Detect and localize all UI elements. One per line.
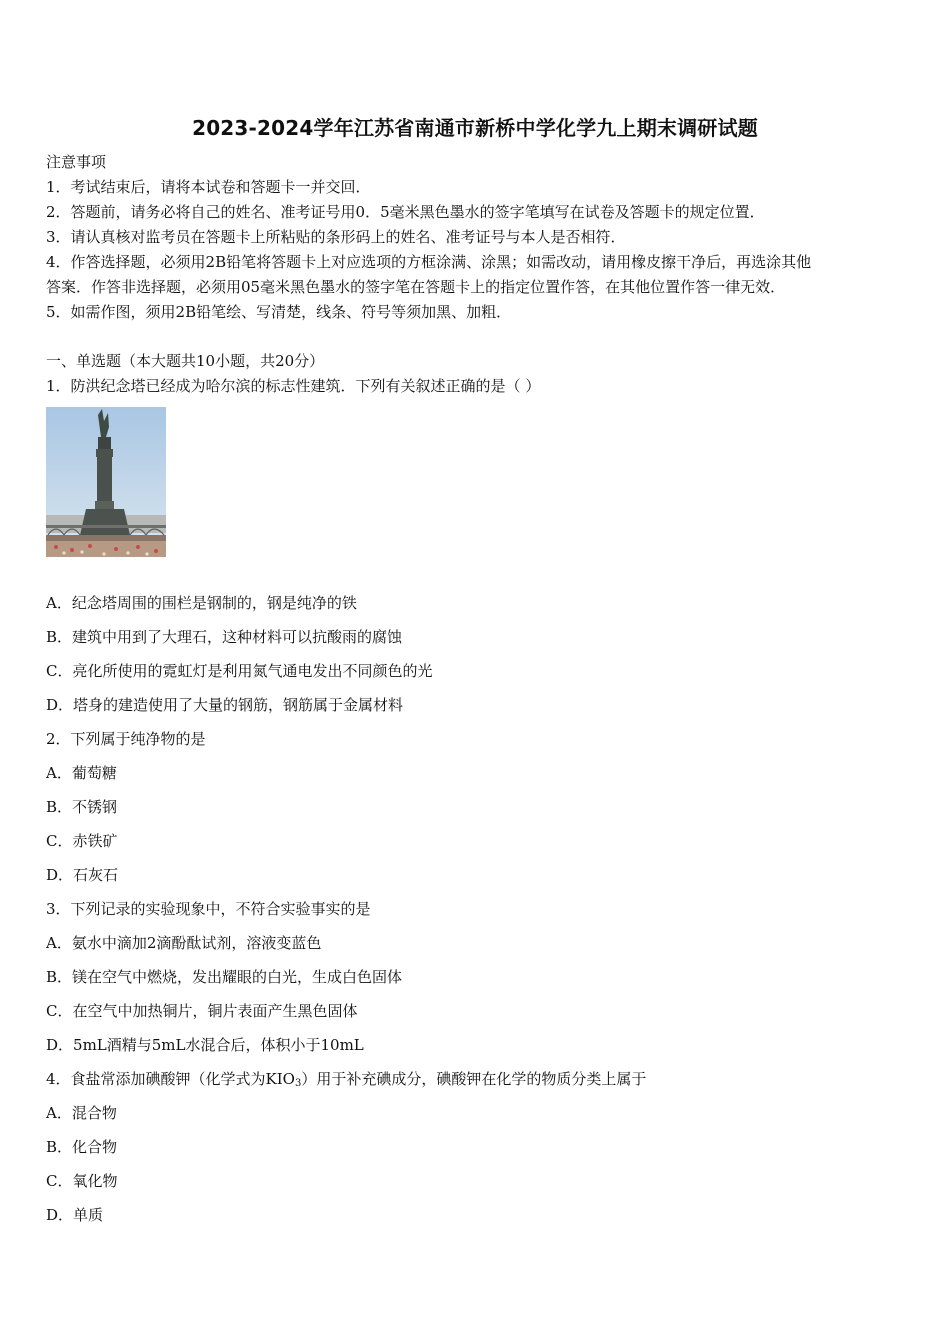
option: D．石灰石 — [46, 866, 119, 884]
option: B．建筑中用到了大理石，这种材料可以抗酸雨的腐蚀 — [46, 628, 403, 646]
notice-item: 1．考试结束后，请将本试卷和答题卡一并交回． — [46, 178, 371, 196]
option: C．氧化物 — [46, 1172, 118, 1190]
option: C．亮化所使用的霓虹灯是利用氮气通电发出不同颜色的光 — [46, 662, 433, 680]
option: A．氨水中滴加2滴酚酞试剂，溶液变蓝色 — [46, 934, 322, 952]
question-stem: 3．下列记录的实验现象中，不符合实验事实的是 — [46, 900, 371, 918]
flood-memorial-tower-photo — [46, 407, 166, 557]
section-heading: 一、单选题（本大题共10小题，共20分） — [46, 352, 325, 370]
tower-image — [46, 407, 166, 557]
option: A．混合物 — [46, 1104, 117, 1122]
option: C．赤铁矿 — [46, 832, 118, 850]
question-stem: 1．防洪纪念塔已经成为哈尔滨的标志性建筑．下列有关叙述正确的是（ ） — [46, 377, 541, 395]
notice-item: 2．答题前，请务必将自己的姓名、准考证号用0．5毫米黑色墨水的签字笔填写在试卷及答题卡的规定位置． — [46, 203, 765, 221]
option: A．纪念塔周围的围栏是钢制的，钢是纯净的铁 — [46, 594, 357, 612]
option: B．化合物 — [46, 1138, 118, 1156]
option: C．在空气中加热铜片，铜片表面产生黑色固体 — [46, 1002, 358, 1020]
page-title: 2023-2024学年江苏省南通市新桥中学化学九上期末调研试题 — [192, 116, 758, 140]
stem-part: 4．食盐常添加碘酸钾（化学式为KIO — [46, 1070, 295, 1088]
stem-part: ）用于补充碘成分，碘酸钾在化学的物质分类上属于 — [301, 1070, 647, 1088]
question-stem: 2．下列属于纯净物的是 — [46, 730, 206, 748]
notice-item: 4．作答选择题，必须用2B铅笔将答题卡上对应选项的方框涂满、涂黑；如需改动，请用橡皮擦干净后，再选涂其他 — [46, 253, 812, 271]
option: D．塔身的建造使用了大量的钢筋，钢筋属于金属材料 — [46, 696, 404, 714]
notice-item: 答案．作答非选择题，必须用05毫米黑色墨水的签字笔在答题卡上的指定位置作答，在其他位置作答一律无效． — [46, 278, 786, 296]
option: D．单质 — [46, 1206, 104, 1224]
option: D．5mL酒精与5mL水混合后，体积小于10mL — [46, 1036, 364, 1054]
formula-subscript: 3 — [294, 1078, 302, 1089]
question-stem — [46, 1069, 646, 1094]
notice-heading: 注意事项 — [46, 153, 107, 171]
option: B．不锈钢 — [46, 798, 118, 816]
notice-item: 5．如需作图，须用2B铅笔绘、写清楚，线条、符号等须加黑、加粗． — [46, 303, 512, 321]
notice-item: 3．请认真核对监考员在答题卡上所粘贴的条形码上的姓名、准考证号与本人是否相符． — [46, 228, 626, 246]
option: B．镁在空气中燃烧，发出耀眼的白光，生成白色固体 — [46, 968, 403, 986]
option: A．葡萄糖 — [46, 764, 117, 782]
